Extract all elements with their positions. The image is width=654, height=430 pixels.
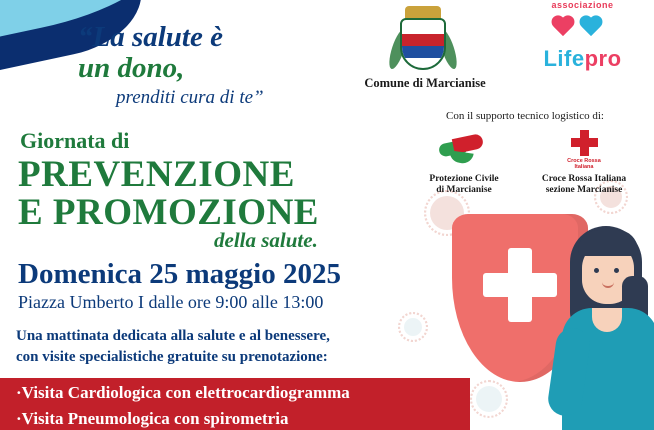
supporter-caption-line1: Croce Rossa Italiana <box>541 174 627 184</box>
red-cross-horizontal <box>571 138 598 147</box>
supporter-caption-line2: sezione Marcianise <box>545 184 623 195</box>
supporter-caption <box>409 174 519 196</box>
supporter-logos <box>404 128 644 196</box>
heart-pink-icon <box>550 16 576 42</box>
comune-caption: Comune di Marcianise <box>364 76 486 90</box>
lifepro-hearts-icon <box>520 12 645 48</box>
supporter-caption-line2: di Marcianise <box>436 184 492 195</box>
eye-right <box>614 268 619 273</box>
supporter-protezione-civile <box>409 128 519 196</box>
quote-line-3: prenditi cura di te” <box>116 86 264 108</box>
lifepro-wordmark <box>520 46 645 72</box>
headline-line-1: PREVENZIONE <box>18 154 295 195</box>
supporter-croce-rossa <box>529 128 639 196</box>
crest-shield <box>400 18 446 70</box>
service-item: ·Visita Cardiologica con elettrocardiogramma <box>16 383 350 402</box>
lifepro-life-text: Life <box>543 46 585 71</box>
crest-band-red <box>402 34 444 46</box>
crest-band-blue <box>402 46 444 58</box>
lifepro-assoc-label: associazione <box>551 0 614 10</box>
event-place-time: Piazza Umberto I dalle ore 9:00 alle 13:00 <box>18 292 324 312</box>
service-item: ·Visita Pneumologica con spirometria <box>16 408 289 428</box>
croce-rossa-mark <box>557 128 611 174</box>
headline-subtitle: della salute. <box>214 228 318 252</box>
quote-line-2: un dono, <box>78 52 185 85</box>
pc-shape-green2 <box>448 150 473 164</box>
lifepro-logo <box>520 0 645 72</box>
description-line-1: Una mattinata dedicata alla salute e al benessere, <box>16 328 330 344</box>
croce-rossa-mark-text: Croce Rossa Italiana <box>567 158 601 170</box>
services-band <box>0 378 470 430</box>
hair-fringe <box>578 230 638 256</box>
headline-eyebrow: Giornata di <box>20 128 130 153</box>
cross-horizontal-bar <box>483 273 557 297</box>
event-date: Domenica 25 maggio 2025 <box>18 258 341 290</box>
supporter-caption-line1: Protezione Civile <box>429 174 499 184</box>
nurse-illustration <box>556 216 654 430</box>
supporter-caption <box>529 174 639 196</box>
event-description <box>16 326 416 369</box>
protezione-civile-mark <box>437 130 491 172</box>
virus-dot-icon <box>476 386 502 412</box>
quote-block <box>78 22 378 109</box>
lifepro-pro-text: pro <box>584 46 622 71</box>
heart-blue-icon <box>578 16 604 42</box>
quote-line-1: “La salute è <box>78 21 223 53</box>
protezione-civile-icon <box>409 128 519 174</box>
croce-rossa-icon <box>529 128 639 174</box>
description-line-2: con visite specialistiche gratuite su prenotazione: <box>16 349 328 366</box>
comune-crest-icon <box>392 4 454 78</box>
headline-line-2: E PROMOZIONE <box>18 192 319 233</box>
support-title: Con il supporto tecnico logistico di: <box>446 110 604 122</box>
eye-left <box>594 268 599 273</box>
